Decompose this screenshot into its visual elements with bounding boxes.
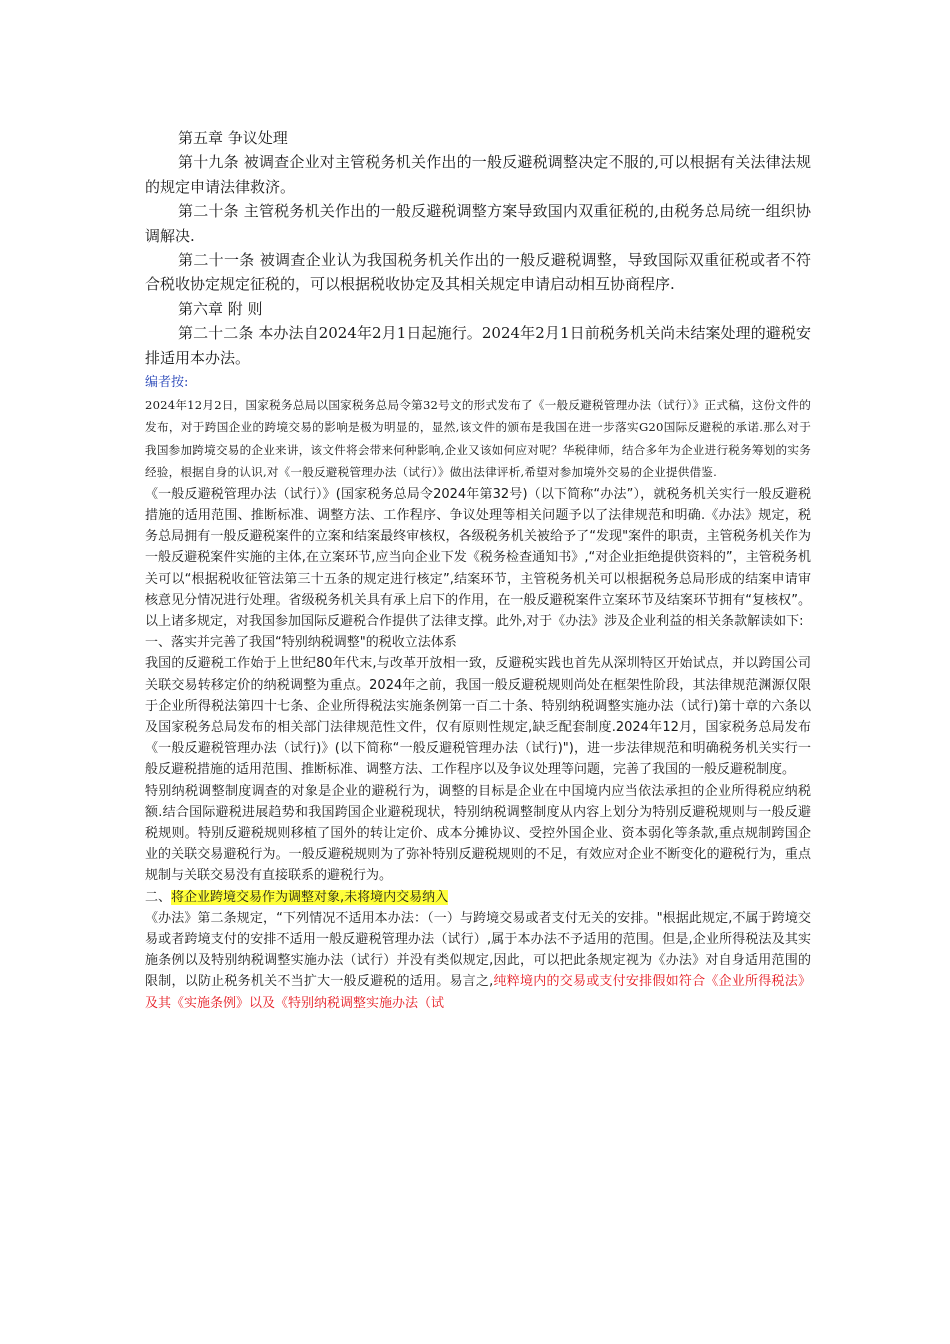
section-2-title (145, 887, 811, 908)
editor-note-label: 编者按: (145, 375, 189, 391)
section-2-paragraph-1 (145, 908, 811, 1014)
editor-note (145, 394, 811, 484)
section-2-number: 二、 (145, 889, 172, 905)
section-2-red-text: 纯粹境内的交易或支付安排假如符合《企业所得税法》及其《实施条例》以及《特别纳税调整实施办法（试 (145, 974, 811, 1011)
chapter-6-heading: 第六章 附 则 (178, 299, 263, 318)
article-22: 第二十二条 本办法自2024年2月1日起施行。2024年2月1日前税务机关尚未结案处理的避税安排适用本办法。 (145, 324, 811, 367)
article-19: 第十九条 被调查企业对主管税务机关作出的一般反避税调整决定不服的,可以根据有关法律法规的规定申请法律救济。 (145, 153, 811, 196)
article-20: 第二十条 主管税务机关作出的一般反避税调整方案导致国内双重征税的,由税务总局统一组织协调解决. (145, 202, 811, 245)
editor-note-text: 2024年12月2日，国家税务总局以国家税务总局令第32号文的形式发布了《一般反避税管理办法（试行）》正式稿，这份文件的发布，对于跨国企业的跨境交易的影响是极为明显的，显然,该文件的颁布是我国在进一步落实G20国际反避税的承诺.那么对于我国参加跨境交易的企业来讲，该文件将会带来何种影响,企业又该如何应对呢？华税律师，结合多年为企业进行税务筹划的实务经验，根据自身的认识,对《一般反避税管理办法（试行）》做出法律评析,希望对参加境外交易的企业提供借鉴. (145, 398, 811, 480)
section-1-title: 一、落实并完善了我国“特别纳税调整"的税收立法体系 (145, 635, 457, 651)
section-2-paragraph-text: 《办法》第二条规定，“下列情况不适用本办法：（一）与跨境交易或者支付无关的安排。"根据此规定,不属于跨境交易或者跨境支付的安排不适用一般反避税管理办法（试行）,属于本办法不予适用的范围。但是,企业所得税法及其实施条例以及特别纳税调整实施办法（试行）并没有类似规定,因此，可以把此条规定视为《办法》对自身适用范围的限制，以防止税务机关不当扩大一般反避税的适用。易言之, (145, 910, 811, 990)
regulation-text (145, 126, 811, 370)
commentary-body (145, 484, 811, 1014)
section-1-paragraph-2: 特别纳税调整制度调查的对象是企业的避税行为，调整的目标是企业在中国境内应当依法承担的企业所得税应纳税额.结合国际避税进展趋势和我国跨国企业避税现状，特别纳税调整制度从内容上划分为特别反避税规则与一般反避税规则。特别反避税规则移植了国外的转让定价、成本分摊协议、受控外国企业、资本弱化等条款,重点规制跨国企业的关联交易避税行为。一般反避税规则为了弥补特别反避税规则的不足，有效应对企业不断变化的避税行为，重点规制与关联交易没有直接联系的避税行为。 (145, 783, 811, 884)
intro-paragraph: 《一般反避税管理办法（试行）》(国家税务总局令2024年第32号)（以下简称“办法”），就税务机关实行一般反避税措施的适用范围、推断标准、调整方法、工作程序、争议处理等相关问题予以了法律规范和明确.《办法》规定，税务总局拥有一般反避税案件的立案和结案最终审核权，各级税务机关被给予了“发现"案件的职责，主管税务机关作为一般反避税案件实施的主体,在立案环节,应当向企业下发《税务检查通知书》,“对企业拒绝提供资料的”，主管税务机关可以“根据税收征管法第三十五条的规定进行核定”,结案环节，主管税务机关可以根据税务总局形成的结案申请审核意见分情况进行处理。省级税务机关具有承上启下的作用，在一般反避税案件立案环节及结案环节拥有“复核权”。以上诸多规定，对我国参加国际反避税合作提供了法律支撑。此外,对于《办法》涉及企业利益的相关条款解读如下: (145, 486, 811, 629)
article-21: 第二十一条 被调查企业认为我国税务机关作出的一般反避税调整，导致国际双重征税或者不符合税收协定规定征税的，可以根据税收协定及其相关规定申请启动相互协商程序. (145, 251, 811, 294)
section-1-paragraph-1: 我国的反避税工作始于上世纪80年代末,与改革开放相一致，反避税实践也首先从深圳特区开始试点，并以跨国公司关联交易转移定价的纳税调整为重点。2024年之前，我国一般反避税规则尚处在框架性阶段，其法律规范渊源仅限于企业所得税法第四十七条、企业所得税法实施条例第一百二十条、特别纳税调整实施办法（试行)第十章的六条以及国家税务总局发布的相关部门法律规范性文件，仅有原则性规定,缺乏配套制度.2024年12月，国家税务总局发布《一般反避税管理办法（试行)》(以下简称“一般反避税管理办法（试行)")，进一步法律规范和明确税务机关实行一般反避税措施的适用范围、推断标准、调整方法、工作程序以及争议处理等问题，完善了我国的一般反避税制度。 (145, 656, 811, 778)
chapter-5-heading: 第五章 争议处理 (178, 129, 288, 147)
section-2-title-highlighted: 将企业跨境交易作为调整对象,未将境内交易纳入 (171, 889, 449, 905)
document-page (145, 126, 811, 1014)
